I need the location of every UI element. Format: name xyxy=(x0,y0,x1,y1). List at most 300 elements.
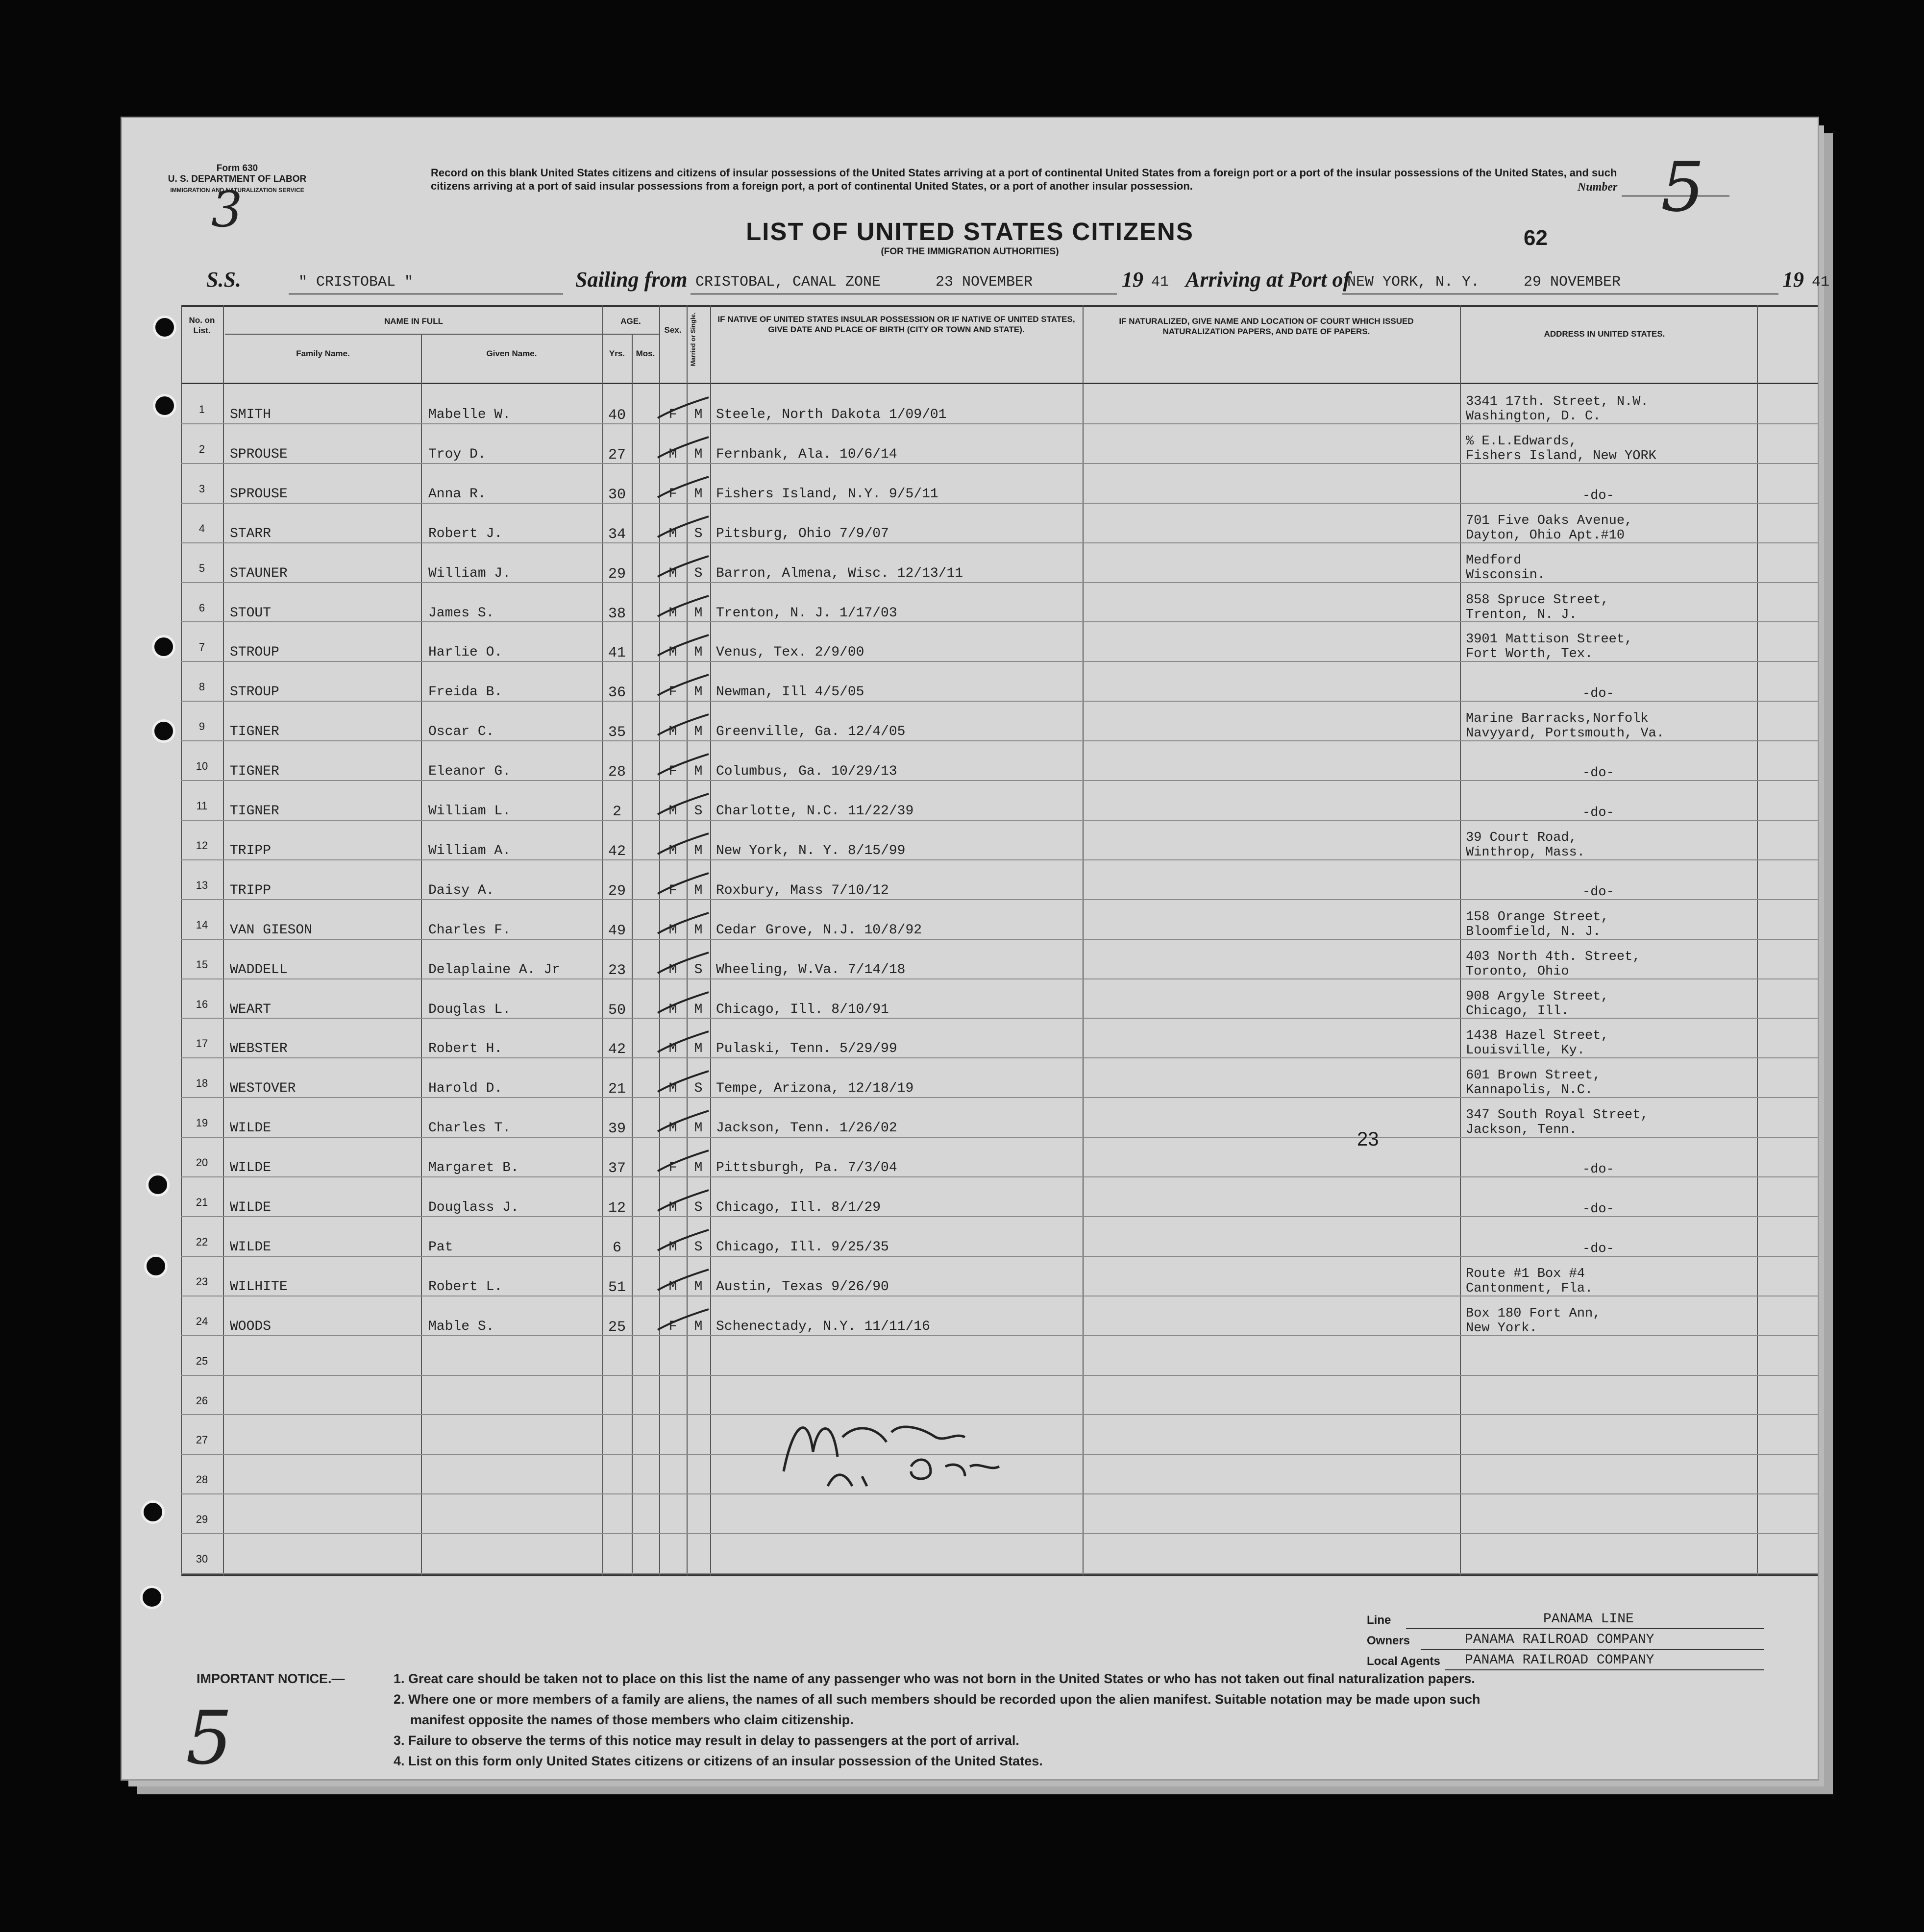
age-years: 50 xyxy=(608,1002,626,1019)
marital-status: S xyxy=(694,1239,703,1255)
row-number: 16 xyxy=(196,998,208,1010)
sex: M xyxy=(668,1121,677,1136)
age-years: 23 xyxy=(608,962,626,979)
address-line-2: New York. xyxy=(1466,1321,1537,1336)
corner-handwritten-mark: 3 xyxy=(211,181,243,238)
birth-place-date: Steele, North Dakota 1/09/01 xyxy=(716,407,947,422)
tally-mark-icon xyxy=(654,989,713,1019)
rule-naturalized xyxy=(1460,305,1461,1576)
address-line-1: 3341 17th. Street, N.W. xyxy=(1466,394,1649,409)
age-years: 51 xyxy=(608,1279,626,1296)
age-years: 27 xyxy=(608,446,626,464)
age-years: 38 xyxy=(608,605,626,622)
given-name: William J. xyxy=(428,565,511,581)
age-years: 49 xyxy=(608,922,626,939)
row-number: 22 xyxy=(196,1235,208,1248)
tally-mark-icon xyxy=(654,711,713,741)
family-name: STOUT xyxy=(230,605,271,621)
address-line-1: 347 South Royal Street, xyxy=(1466,1108,1649,1123)
row-number: 3 xyxy=(198,482,205,495)
marital-status: S xyxy=(694,565,703,581)
birth-place-date: Pitsburg, Ohio 7/9/07 xyxy=(716,526,889,541)
sex: F xyxy=(668,486,677,502)
marital-status: M xyxy=(694,1279,703,1295)
service-name: IMMIGRATION AND NATURALIZATION SERVICE xyxy=(170,187,304,194)
tally-mark-icon xyxy=(654,1108,713,1137)
row-number: 4 xyxy=(198,522,205,535)
sailing-port: CRISTOBAL, CANAL ZONE xyxy=(695,274,881,291)
marital-status: M xyxy=(694,1160,703,1176)
agents-label: Local Agents xyxy=(1367,1655,1440,1668)
rule-address xyxy=(1757,305,1758,1576)
col-header-name-in-full: NAME IN FULL xyxy=(384,317,443,326)
col-header-age: AGE. xyxy=(620,317,641,326)
row-number: 7 xyxy=(198,641,205,654)
birth-place-date: New York, N. Y. 8/15/99 xyxy=(716,843,906,858)
given-name: Charles F. xyxy=(428,922,511,938)
address-line-1: 1438 Hazel Street, xyxy=(1466,1028,1609,1044)
family-name: SPROUSE xyxy=(230,486,288,502)
birth-place-date: Fishers Island, N.Y. 9/5/11 xyxy=(716,486,938,502)
row-rule xyxy=(181,503,1818,504)
age-years: 36 xyxy=(608,685,626,702)
arriving-year: 41 xyxy=(1812,274,1830,291)
address-line-2: Fishers Island, New YORK xyxy=(1466,448,1656,464)
birth-place-date: Newman, Ill 4/5/05 xyxy=(716,685,864,700)
family-name: STROUP xyxy=(230,685,279,700)
tally-mark-icon xyxy=(654,1187,713,1217)
sex: M xyxy=(668,1279,677,1295)
header-bottom-border xyxy=(181,383,1818,384)
row-number: 21 xyxy=(196,1196,208,1208)
birth-place-date: Venus, Tex. 2/9/00 xyxy=(716,645,864,660)
age-years: 37 xyxy=(608,1160,626,1177)
age-years: 12 xyxy=(608,1200,626,1217)
age-years: 30 xyxy=(608,486,626,503)
address-line-1: 601 Brown Street, xyxy=(1466,1068,1601,1083)
sex: M xyxy=(668,922,677,938)
tally-mark-icon xyxy=(654,474,713,503)
address-line-1: 158 Orange Street, xyxy=(1466,909,1609,925)
tally-mark-icon xyxy=(654,394,713,424)
page-title: LIST OF UNITED STATES CITIZENS xyxy=(746,218,1194,245)
row-number: 17 xyxy=(196,1037,208,1050)
birth-place-date: Jackson, Tenn. 1/26/02 xyxy=(716,1121,897,1136)
row-rule xyxy=(181,701,1818,702)
tally-mark-icon xyxy=(654,1306,713,1336)
sex: M xyxy=(668,1002,677,1017)
address-line-1: Route #1 Box #4 xyxy=(1466,1266,1585,1281)
age-years: 29 xyxy=(608,565,626,583)
address-line-1: Box 180 Fort Ann, xyxy=(1466,1306,1601,1321)
birth-place-date: Trenton, N. J. 1/17/03 xyxy=(716,605,897,621)
row-rule xyxy=(181,582,1818,583)
row-number: 29 xyxy=(196,1513,208,1526)
punch-hole xyxy=(140,1586,164,1609)
sex: M xyxy=(668,526,677,541)
given-name: Freida B. xyxy=(428,685,503,700)
sailing-date: 23 NOVEMBER xyxy=(936,274,1033,291)
family-name: WILDE xyxy=(230,1239,271,1255)
birth-place-date: Columbus, Ga. 10/29/13 xyxy=(716,764,897,780)
birth-place-date: Pulaski, Tenn. 5/29/99 xyxy=(716,1041,897,1057)
notice-item-2-continued: manifest opposite the names of those members who claim citizenship. xyxy=(410,1712,854,1727)
address-line-2: Bloomfield, N. J. xyxy=(1466,924,1601,939)
family-name: WEART xyxy=(230,1002,271,1017)
marital-status: S xyxy=(694,1081,703,1097)
owners-label: Owners xyxy=(1367,1634,1410,1647)
row-number: 5 xyxy=(198,562,205,574)
birth-place-date: Pittsburgh, Pa. 7/3/04 xyxy=(716,1160,897,1176)
birth-place-date: Cedar Grove, N.J. 10/8/92 xyxy=(716,922,922,938)
tally-mark-icon xyxy=(654,632,713,661)
birth-place-date: Austin, Texas 9/26/90 xyxy=(716,1279,889,1295)
given-name: Robert H. xyxy=(428,1041,503,1057)
marital-status: M xyxy=(694,843,703,858)
birth-place-date: Schenectady, N.Y. 11/11/16 xyxy=(716,1319,930,1334)
tally-mark-icon xyxy=(654,870,713,900)
sex: M xyxy=(668,565,677,581)
arriving-date: 29 NOVEMBER xyxy=(1524,274,1621,291)
family-name: STROUP xyxy=(230,645,279,660)
address-line-2: Jackson, Tenn. xyxy=(1466,1123,1577,1138)
arriving-label: Arriving at Port of xyxy=(1185,268,1351,292)
family-name: TRIPP xyxy=(230,882,271,898)
tally-mark-icon xyxy=(654,1068,713,1098)
birth-place-date: Wheeling, W.Va. 7/14/18 xyxy=(716,962,906,978)
row-rule xyxy=(181,1375,1818,1376)
birth-place-date: Greenville, Ga. 12/4/05 xyxy=(716,724,906,740)
row-rule xyxy=(181,978,1818,979)
sex: F xyxy=(668,1319,677,1334)
sex: F xyxy=(668,685,677,700)
given-name: Eleanor G. xyxy=(428,764,511,780)
age-years: 34 xyxy=(608,526,626,543)
col-header-sex: Sex. xyxy=(664,325,682,335)
rule-birth xyxy=(1083,305,1084,1576)
marital-status: M xyxy=(694,645,703,660)
address-line-2: Washington, D. C. xyxy=(1466,409,1601,424)
punch-hole xyxy=(144,1254,168,1278)
family-name: WOODS xyxy=(230,1319,271,1334)
notice-item-3: 3. Failure to observe the terms of this notice may result in delay to passengers at the port of arrival. xyxy=(394,1733,1019,1748)
tally-mark-icon xyxy=(654,1267,713,1296)
agents-underline xyxy=(1445,1669,1764,1670)
tally-mark-icon xyxy=(654,910,713,939)
given-name: Mabelle W. xyxy=(428,407,511,422)
age-years: 39 xyxy=(608,1121,626,1138)
row-rule xyxy=(181,1335,1818,1336)
given-name: Pat xyxy=(428,1239,453,1255)
page-subtitle: (FOR THE IMMIGRATION AUTHORITIES) xyxy=(881,246,1059,257)
punch-hole xyxy=(141,1500,165,1524)
sex: M xyxy=(668,1041,677,1057)
age-years: 28 xyxy=(608,764,626,781)
sex: M xyxy=(668,446,677,462)
tally-mark-icon xyxy=(654,553,713,583)
age-years: 40 xyxy=(608,407,626,424)
address-line-2: -do- xyxy=(1582,766,1614,781)
address-line-2: -do- xyxy=(1582,1241,1614,1256)
tally-mark-icon xyxy=(654,1227,713,1256)
family-name: TIGNER xyxy=(230,764,279,780)
table-bottom-border xyxy=(181,1574,1818,1576)
birth-place-date: Barron, Almena, Wisc. 12/13/11 xyxy=(716,565,963,581)
age-years: 6 xyxy=(612,1239,621,1256)
row-rule xyxy=(181,1533,1818,1534)
marital-status: M xyxy=(694,486,703,502)
owners-underline xyxy=(1421,1649,1764,1650)
tally-mark-icon xyxy=(654,950,713,979)
row-number: 25 xyxy=(196,1354,208,1367)
tally-mark-icon xyxy=(654,751,713,781)
address-line-2: Louisville, Ky. xyxy=(1466,1043,1585,1058)
tally-mark-icon xyxy=(654,672,713,701)
name-subheader-divider xyxy=(225,334,602,335)
row-number: 19 xyxy=(196,1117,208,1129)
address-line-2: Fort Worth, Tex. xyxy=(1466,647,1593,662)
col-header-family-name: Family Name. xyxy=(296,349,350,358)
birth-place-date: Chicago, Ill. 8/1/29 xyxy=(716,1200,881,1215)
row-number: 6 xyxy=(198,601,205,614)
birth-place-date: Fernbank, Ala. 10/6/14 xyxy=(716,446,897,462)
row-number: 10 xyxy=(196,760,208,773)
family-name: VAN GIESON xyxy=(230,922,313,938)
col-header-naturalized: IF NATURALIZED, GIVE NAME AND LOCATION OF COURT WHICH ISSUED NATURALIZATION PAPERS, AND DATE OF PAPERS. xyxy=(1119,317,1414,336)
marital-status: M xyxy=(694,1002,703,1017)
address-line-2: Kannapolis, N.C. xyxy=(1466,1083,1593,1098)
row-rule xyxy=(181,899,1818,900)
marital-status: M xyxy=(694,446,703,462)
sex: M xyxy=(668,645,677,660)
marital-status: M xyxy=(694,685,703,700)
tally-mark-icon xyxy=(654,593,713,622)
col-header-birth: IF NATIVE OF UNITED STATES INSULAR POSSESSION OR IF NATIVE OF UNITED STATES, GIVE DATE AND PLACE OF BIRTH (CITY OR TOWN AND STATE). xyxy=(717,315,1075,334)
col-header-address: ADDRESS IN UNITED STATES. xyxy=(1544,329,1665,339)
footer-handwritten-mark: 5 xyxy=(186,1696,233,1781)
row-number: 11 xyxy=(196,800,208,812)
family-name: WILDE xyxy=(230,1200,271,1215)
punch-hole xyxy=(152,635,175,659)
given-name: Douglass J. xyxy=(428,1200,519,1215)
family-name: TRIPP xyxy=(230,843,271,858)
given-name: Oscar C. xyxy=(428,724,494,740)
given-name: Harlie O. xyxy=(428,645,503,660)
birth-place-date: Chicago, Ill. 8/10/91 xyxy=(716,1002,889,1017)
address-line-1: 403 North 4th. Street, xyxy=(1466,949,1641,964)
row-number: 15 xyxy=(196,958,208,971)
notice-item-4: 4. List on this form only United States citizens or citizens of an insular possession of the United States. xyxy=(394,1754,1043,1768)
sex: F xyxy=(668,882,677,898)
address-line-2: -do- xyxy=(1582,488,1614,503)
given-name: Charles T. xyxy=(428,1121,511,1136)
row-number: 2 xyxy=(198,442,205,455)
department-name: U. S. DEPARTMENT OF LABOR xyxy=(168,174,307,184)
given-name: James S. xyxy=(428,605,494,621)
sailing-year-prefix: 19 xyxy=(1122,268,1143,292)
address-line-1: Marine Barracks,Norfolk xyxy=(1466,711,1649,727)
age-years: 42 xyxy=(608,843,626,860)
row-rule xyxy=(181,820,1818,821)
sex: M xyxy=(668,1239,677,1255)
marital-status: M xyxy=(694,1121,703,1136)
sex: F xyxy=(668,407,677,422)
address-line-2: -do- xyxy=(1582,686,1614,702)
address-line-1: 3901 Mattison Street, xyxy=(1466,632,1633,647)
family-name: WEBSTER xyxy=(230,1041,288,1057)
tally-mark-icon xyxy=(654,514,713,543)
address-line-2: Cantonment, Fla. xyxy=(1466,1281,1593,1296)
marital-status: S xyxy=(694,526,703,541)
family-name: WILHITE xyxy=(230,1279,288,1295)
punch-hole xyxy=(146,1173,170,1197)
number-label: Number xyxy=(1578,181,1618,194)
family-name: SPROUSE xyxy=(230,446,288,462)
age-years: 25 xyxy=(608,1319,626,1336)
given-name: Robert L. xyxy=(428,1279,503,1295)
given-name: Douglas L. xyxy=(428,1002,511,1017)
address-line-2: Chicago, Ill. xyxy=(1466,1003,1569,1019)
ss-label: S.S. xyxy=(206,268,241,292)
row-rule xyxy=(181,1018,1818,1019)
age-years: 21 xyxy=(608,1081,626,1098)
owners-value: PANAMA RAILROAD COMPANY xyxy=(1465,1632,1654,1647)
row-rule xyxy=(181,1256,1818,1257)
family-name: STAUNER xyxy=(230,565,288,581)
inspector-signature-icon xyxy=(764,1393,1019,1501)
address-line-2: Toronto, Ohio xyxy=(1466,964,1569,979)
family-name: WESTOVER xyxy=(230,1081,296,1097)
tally-mark-icon xyxy=(654,1148,713,1177)
manifest-sheet xyxy=(121,117,1830,1781)
address-line-2: -do- xyxy=(1582,1162,1614,1177)
given-name: Harold D. xyxy=(428,1081,503,1097)
age-years: 35 xyxy=(608,724,626,741)
row-number: 20 xyxy=(196,1156,208,1169)
tally-mark-icon xyxy=(654,1028,713,1058)
given-name: Anna R. xyxy=(428,486,486,502)
address-line-1: 908 Argyle Street, xyxy=(1466,989,1609,1004)
row-rule xyxy=(181,1176,1818,1177)
col-header-mos: Mos. xyxy=(636,349,655,358)
passenger-table xyxy=(181,305,1818,1576)
address-line-2: Wisconsin. xyxy=(1466,567,1546,583)
record-instructions: Record on this blank United States citizens and citizens of insular possessions of the United States arriving at a port of continental United States from a foreign port or a port of the insular possessions of the United States, and such citizens arriving at a port of said insular possessions from a foreign port, a port of continental United States, or a port of another insular possession. xyxy=(431,167,1617,192)
table-top-border xyxy=(181,305,1818,307)
rule-left xyxy=(181,305,182,1576)
ship-underline xyxy=(289,293,563,294)
row-rule xyxy=(181,780,1818,781)
arriving-port: NEW YORK, N. Y. xyxy=(1347,274,1480,291)
age-years: 2 xyxy=(612,804,621,820)
row-number: 8 xyxy=(198,681,205,693)
row-number: 28 xyxy=(196,1473,208,1486)
given-name: Troy D. xyxy=(428,446,486,462)
address-line-1: 858 Spruce Street, xyxy=(1466,592,1609,608)
marital-status: S xyxy=(694,804,703,819)
marital-status: M xyxy=(694,764,703,780)
given-name: William A. xyxy=(428,843,511,858)
marital-status: S xyxy=(694,1200,703,1215)
birth-place-date: Tempe, Arizona, 12/18/19 xyxy=(716,1081,914,1097)
address-line-2: Dayton, Ohio Apt.#10 xyxy=(1466,528,1625,543)
sex: M xyxy=(668,1200,677,1215)
punch-hole xyxy=(153,394,176,417)
row-rule xyxy=(181,1573,1818,1574)
notice-item-1: 1. Great care should be taken not to place on this list the name of any passenger who was not born in the United States or who has not taken out final naturalization papers. xyxy=(394,1671,1475,1686)
sailing-label: Sailing from xyxy=(575,268,688,292)
family-name: TIGNER xyxy=(230,804,279,819)
family-name: TIGNER xyxy=(230,724,279,740)
tally-mark-icon xyxy=(654,831,713,860)
address-line-2: -do- xyxy=(1582,1202,1614,1217)
sex: M xyxy=(668,804,677,819)
family-name: WILDE xyxy=(230,1121,271,1136)
given-name: Mable S. xyxy=(428,1319,494,1334)
tally-mark-icon xyxy=(654,791,713,820)
marital-status: M xyxy=(694,882,703,898)
line-value: PANAMA LINE xyxy=(1543,1612,1634,1627)
given-name: Margaret B. xyxy=(428,1160,519,1176)
rule-yrs xyxy=(632,334,633,1576)
sex: F xyxy=(668,1160,677,1176)
sex: F xyxy=(668,764,677,780)
address-line-1: Medford xyxy=(1466,553,1522,568)
family-name: STARR xyxy=(230,526,271,541)
line-underline xyxy=(1406,1628,1764,1629)
marital-status: M xyxy=(694,1319,703,1334)
naturalized-note: 23 xyxy=(1357,1128,1379,1150)
col-header-given-name: Given Name. xyxy=(486,349,537,358)
address-line-1: 701 Five Oaks Avenue, xyxy=(1466,513,1633,528)
row-number: 9 xyxy=(198,720,205,733)
rule-family xyxy=(421,334,422,1576)
age-years: 42 xyxy=(608,1041,626,1058)
arriving-underline xyxy=(1342,293,1778,294)
row-number: 13 xyxy=(196,879,208,891)
row-number: 12 xyxy=(196,839,208,852)
marital-status: M xyxy=(694,922,703,938)
row-number: 23 xyxy=(196,1275,208,1288)
sex: M xyxy=(668,1081,677,1097)
marital-status: M xyxy=(694,1041,703,1057)
family-name: WILDE xyxy=(230,1160,271,1176)
address-line-2: Navyyard, Portsmouth, Va. xyxy=(1466,726,1665,741)
form-number: Form 630 xyxy=(216,163,258,173)
number-value: 5 xyxy=(1661,147,1705,227)
rule-no xyxy=(223,305,224,1576)
marital-status: S xyxy=(694,962,703,978)
row-rule xyxy=(181,1216,1818,1217)
sex: M xyxy=(668,605,677,621)
given-name: William L. xyxy=(428,804,511,819)
address-line-2: -do- xyxy=(1582,806,1614,820)
ship-name: " CRISTOBAL " xyxy=(298,274,414,291)
col-header-married: Married or Single. xyxy=(689,312,697,367)
line-label: Line xyxy=(1367,1614,1391,1627)
sex: M xyxy=(668,843,677,858)
row-number: 30 xyxy=(196,1553,208,1565)
row-number: 24 xyxy=(196,1315,208,1327)
address-line-2: -do- xyxy=(1582,884,1614,900)
given-name: Daisy A. xyxy=(428,882,494,898)
sex: M xyxy=(668,724,677,740)
col-header-no: No. on List. xyxy=(189,316,215,335)
tally-mark-icon xyxy=(654,434,713,464)
sex: M xyxy=(668,962,677,978)
notice-item-2: 2. Where one or more members of a family are aliens, the names of all such members should be recorded upon the alien manifest. Suitable notation may be made upon such xyxy=(394,1692,1480,1707)
birth-place-date: Roxbury, Mass 7/10/12 xyxy=(716,882,889,898)
